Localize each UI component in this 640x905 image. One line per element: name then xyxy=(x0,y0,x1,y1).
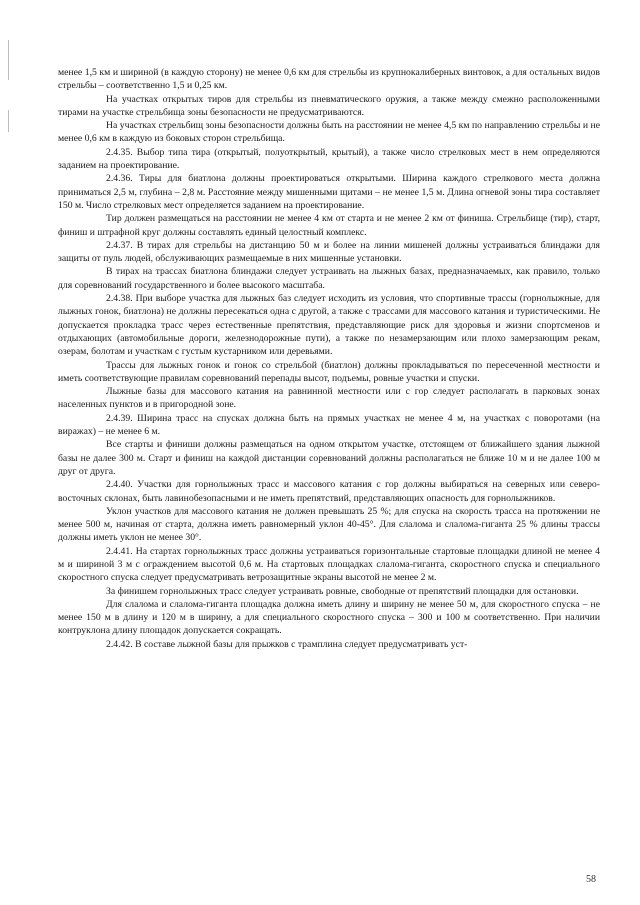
paragraph-2-4-39: 2.4.39. Ширина трасс на спусках должна быть на прямых участках не менее 4 м, на участках с поворотами (на виражах) – не менее 6 м. xyxy=(58,412,600,438)
paragraph: На участках стрельбищ зоны безопасности должны быть на расстоянии не менее 4,5 км по направлению стрельбы и не менее 0,6 км в каждую из боковых сторон стрельбища. xyxy=(58,120,600,145)
page-body xyxy=(58,66,600,651)
paragraph: На участках открытых тиров для стрельбы из пневматического оружия, а также между смежно расположенными тирами на участке стрельбища зоны безопасности не предусматриваются. xyxy=(58,93,600,118)
paragraph: Уклон участков для массового катания не должен превышать 25 %; для спуска на скорость трасса на протяжении не менее 500 м, начиная от старта, должна иметь равномерный уклон 40-45°. Для слалома и слалома-гиганта 25 % длины трассы должны иметь уклон не менее 30°. xyxy=(58,505,600,544)
paragraph-2-4-35: 2.4.35. Выбор типа тира (открытый, полуоткрытый, крытый), а также число стрелковых мест в нем определяются заданием на проектирование. xyxy=(58,146,600,172)
paragraph-2-4-37: 2.4.37. В тирах для стрельбы на дистанцию 50 м и более на линии мишеней должны устраиваться блиндажи для защиты от пуль людей, обслуживающих размещаемые в них мишенные установки. xyxy=(58,239,600,265)
paragraph: Тир должен размещаться на расстоянии не менее 4 км от старта и не менее 2 км от финиша. Стрельбище (тир), старт, финиш и штрафной круг должны составлять единый целостный комплекс. xyxy=(58,213,600,238)
paragraph-2-4-38: 2.4.38. При выборе участка для лыжных баз следует исходить из условия, что спортивные трассы (горнолыжные, для лыжных гонок, биатлона) не должны пересекаться одна с другой, а также с трассами для массового катания и туристическими. Не допускается прокладка трасс через естественные препятствия, представляющие риск для здоровья и жизни спортсменов и отдыхающих (автомобильные дороги, железнодорожные пути), а также по незамерзающим или плохо замерзающим рекам, озерам, болотам и участкам с густым кустарником или деревьями. xyxy=(58,293,600,358)
scan-edge-mark xyxy=(8,40,9,80)
paragraph: Для слалома и слалома-гиганта площадка должна иметь длину и ширину не менее 50 м, для скоростного спуска – не менее 150 м в длину и 120 м в ширину, а для специального скоростного спуска – 300 и 100 м соответственно. При наличии контруклона длину площадок допускается сокращать. xyxy=(58,598,600,637)
paragraph-2-4-42: 2.4.42. В составе лыжной базы для прыжков с трамплина следует предусматривать уст- xyxy=(106,638,468,650)
paragraph: За финишем горнолыжных трасс следует устраивать ровные, свободные от препятствий площадки для остановки. xyxy=(106,585,579,597)
paragraph: Трассы для лыжных гонок и гонок со стрельбой (биатлон) должны прокладываться по пересеченной местности и иметь соответствующие правилам соревнований перепады высот, подъемы, ровные участки и спуски. xyxy=(58,359,600,384)
paragraph: Лыжные базы для массового катания на равнинной местности или с гор следует располагать в парковых зонах населенных пунктов и в пригородной зоне. xyxy=(58,386,600,411)
page-number: 58 xyxy=(586,874,596,885)
paragraph: В тирах на трассах биатлона блиндажи следует устраивать на лыжных базах, предназначаемых, как правило, только для соревнований государственного и более высокого масштаба. xyxy=(58,266,600,291)
scan-edge-mark xyxy=(8,110,9,132)
paragraph: Все старты и финиши должны размещаться на одном открытом участке, отстоящем от ближайшего здания лыжной базы не далее 300 м. Старт и финиш на каждой дистанции соревнований должны располагаться не ближе 10 м и не далее 100 м друг от друга. xyxy=(58,439,600,477)
paragraph-2-4-41: 2.4.41. На стартах горнолыжных трасс должны устраиваться горизонтальные стартовые площадки длиной не менее 4 м и шириной 3 м с ограждением высотой 0,6 м. На стартовых площадках слалома-гиганта, скоростного спуска и специального скоростного спуска следует предусматривать ветрозащитные экраны высотой не менее 2 м. xyxy=(58,545,600,584)
paragraph-continuation: менее 1,5 км и шириной (в каждую сторону) не менее 0,6 км для стрельбы из крупнокалиберных винтовок, а для остальных видов стрельбы – соответственно 1,5 и 0,25 км. xyxy=(58,67,600,92)
paragraph-2-4-40: 2.4.40. Участки для горнолыжных трасс и массового катания с гор должны выбираться на северных или северо-восточных склонах, быть лавинобезопасными и не иметь препятствий, представляющих опасность для горнолыжников. xyxy=(58,479,600,504)
paragraph-2-4-36: 2.4.36. Тиры для биатлона должны проектироваться открытыми. Ширина каждого стрелкового места должна приниматься 2,5 м, глубина – 2,8 м. Расстояние между мишенными щитами – не менее 1,5 м. Длина огневой зоны тира составляет 150 м. Число стрелковых мест определяется заданием на проектирование. xyxy=(58,173,600,211)
